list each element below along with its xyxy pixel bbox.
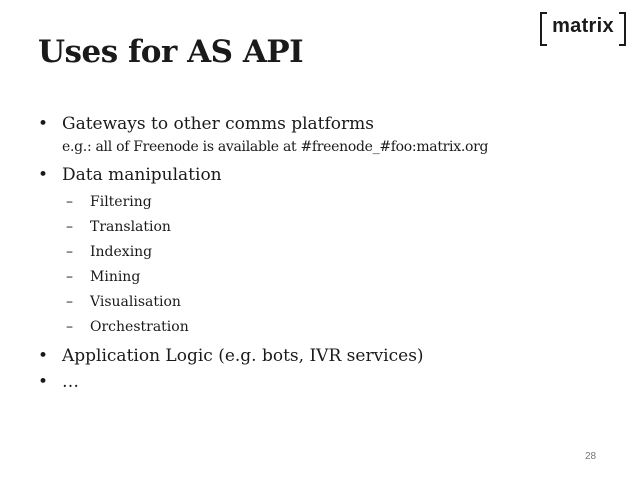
bullet-marker: • bbox=[38, 114, 49, 134]
slide-title: Uses for AS API bbox=[38, 34, 304, 70]
bullet-text-data-manipulation: Data manipulation bbox=[62, 165, 222, 185]
sub-bullet-marker: – bbox=[66, 219, 73, 235]
bullet-marker: • bbox=[38, 346, 49, 366]
sub-bullet-marker: – bbox=[66, 294, 73, 310]
matrix-logo bbox=[540, 12, 626, 46]
sub-bullet-mining: Mining bbox=[90, 269, 141, 285]
logo-right-bracket bbox=[619, 12, 626, 46]
bullet-marker: • bbox=[38, 165, 49, 185]
page-number: 28 bbox=[585, 451, 597, 462]
sub-bullet-orchestration: Orchestration bbox=[90, 319, 189, 335]
sub-bullet-visualisation: Visualisation bbox=[90, 294, 181, 310]
logo-left-bracket bbox=[540, 12, 547, 46]
sub-bullet-indexing: Indexing bbox=[90, 244, 153, 260]
sub-bullet-marker: – bbox=[66, 319, 73, 335]
bullet-marker: • bbox=[38, 372, 49, 392]
bullet-text-application-logic: Application Logic (e.g. bots, IVR services) bbox=[62, 346, 424, 366]
bullet-note-freenode: e.g.: all of Freenode is available at #freenode_#foo:matrix.org bbox=[62, 139, 489, 155]
sub-bullet-marker: – bbox=[66, 194, 73, 210]
bullet-text-ellipsis: … bbox=[62, 372, 79, 392]
sub-bullet-marker: – bbox=[66, 269, 73, 285]
sub-bullet-marker: – bbox=[66, 244, 73, 260]
bullet-text-gateways: Gateways to other comms platforms bbox=[62, 114, 375, 134]
logo-wordmark: matrix bbox=[552, 15, 614, 37]
sub-bullet-translation: Translation bbox=[90, 219, 171, 235]
sub-bullet-filtering: Filtering bbox=[90, 194, 152, 210]
